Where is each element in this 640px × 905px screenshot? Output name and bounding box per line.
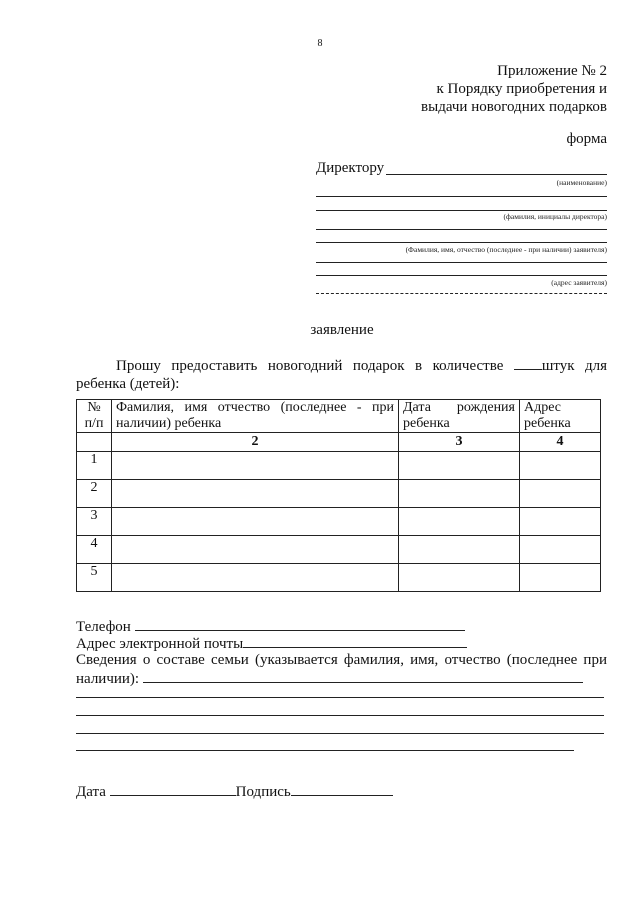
document-title: заявление — [310, 322, 374, 338]
address-line[interactable] — [316, 275, 607, 276]
column-number-row — [77, 433, 601, 452]
quantity-field[interactable] — [514, 357, 542, 370]
birth-date-cell[interactable] — [399, 536, 520, 564]
birth-date-cell[interactable] — [399, 452, 520, 480]
child-address-cell[interactable] — [520, 452, 601, 480]
row-number: 2 — [77, 480, 112, 508]
header-number-line2: п/п — [84, 416, 104, 431]
appendix-line-1: Приложение № 2 — [497, 63, 607, 79]
form-label: форма — [566, 131, 607, 147]
request-text-line2: ребенка (детей): — [76, 376, 180, 392]
column-number-1 — [77, 433, 112, 452]
header-number-line1: № — [87, 400, 101, 415]
child-name-cell[interactable] — [112, 480, 399, 508]
caption-director: (фамилия, инициалы директора) — [503, 212, 607, 221]
birth-date-cell[interactable] — [399, 480, 520, 508]
request-text-before: Прошу предоставить новогодний подарок в количестве — [116, 358, 504, 374]
request-text-after: штук для — [541, 358, 608, 374]
child-name-cell[interactable] — [112, 452, 399, 480]
date-label: Дата — [76, 784, 106, 800]
email-label: Адрес электронной почты — [76, 636, 244, 652]
page-number: 8 — [317, 38, 323, 49]
address-line-2[interactable] — [316, 293, 607, 294]
header-child-name — [112, 400, 399, 433]
header-birth-date — [399, 400, 520, 433]
caption-applicant: (Фамилия, имя, отчество (последнее - при наличии) заявителя) — [405, 245, 607, 254]
appendix-line-3: выдачи новогодних подарков — [421, 99, 607, 115]
table-row — [77, 508, 601, 536]
header-child-name-line2: наличии) ребенка — [116, 416, 222, 431]
child-name-cell[interactable] — [112, 536, 399, 564]
caption-name: (наименование) — [556, 178, 607, 187]
birth-date-cell[interactable] — [399, 564, 520, 592]
family-line-4[interactable] — [76, 750, 574, 751]
date-field[interactable] — [110, 782, 236, 796]
row-number: 1 — [77, 452, 112, 480]
table-header-row — [77, 400, 601, 433]
column-number-4: 4 — [520, 433, 601, 452]
table-row — [77, 480, 601, 508]
row-number: 3 — [77, 508, 112, 536]
caption-address: (адрес заявителя) — [551, 278, 607, 287]
column-number-2: 2 — [112, 433, 399, 452]
child-address-cell[interactable] — [520, 508, 601, 536]
birth-date-cell[interactable] — [399, 508, 520, 536]
blank-line-1[interactable] — [316, 196, 607, 197]
child-name-cell[interactable] — [112, 564, 399, 592]
family-label-2: наличии): — [76, 671, 140, 687]
table-row — [77, 564, 601, 592]
header-birth-date-line2: ребенка — [403, 416, 450, 431]
header-number — [77, 400, 112, 433]
phone-label: Телефон — [76, 619, 131, 635]
blank-line-2[interactable] — [316, 229, 607, 230]
date-signature-row — [76, 782, 393, 801]
email-field[interactable] — [243, 634, 467, 648]
header-birth-date-line1: Дата рождения — [403, 400, 515, 415]
blank-line-3[interactable] — [316, 262, 607, 263]
family-line-1[interactable] — [76, 697, 604, 698]
table-row — [77, 452, 601, 480]
row-number: 4 — [77, 536, 112, 564]
signature-field[interactable] — [291, 782, 393, 796]
director-name-line[interactable] — [386, 174, 607, 175]
children-table — [76, 399, 601, 592]
header-child-address-line2: ребенка — [524, 416, 571, 431]
child-name-cell[interactable] — [112, 508, 399, 536]
row-number: 5 — [77, 564, 112, 592]
family-line-2[interactable] — [76, 715, 604, 716]
family-field[interactable] — [143, 669, 583, 683]
signature-label: Подпись — [235, 784, 291, 800]
header-child-address-line1: Адрес — [524, 400, 562, 415]
header-child-name-line1: Фамилия, имя отчество (последнее - при — [116, 400, 394, 415]
applicant-line[interactable] — [316, 242, 607, 243]
family-line-3[interactable] — [76, 733, 604, 734]
column-number-3: 3 — [399, 433, 520, 452]
family-row — [76, 669, 583, 688]
phone-field[interactable] — [135, 617, 465, 631]
child-address-cell[interactable] — [520, 480, 601, 508]
director-line[interactable] — [316, 210, 607, 211]
table-row — [77, 536, 601, 564]
header-child-address — [520, 400, 601, 433]
appendix-line-2: к Порядку приобретения и — [436, 81, 607, 97]
request-paragraph — [76, 357, 607, 393]
director-label: Директору — [316, 160, 385, 176]
family-label: Сведения о составе семьи (указывается фамилия, имя, отчество (последнее при — [76, 652, 607, 668]
child-address-cell[interactable] — [520, 564, 601, 592]
child-address-cell[interactable] — [520, 536, 601, 564]
